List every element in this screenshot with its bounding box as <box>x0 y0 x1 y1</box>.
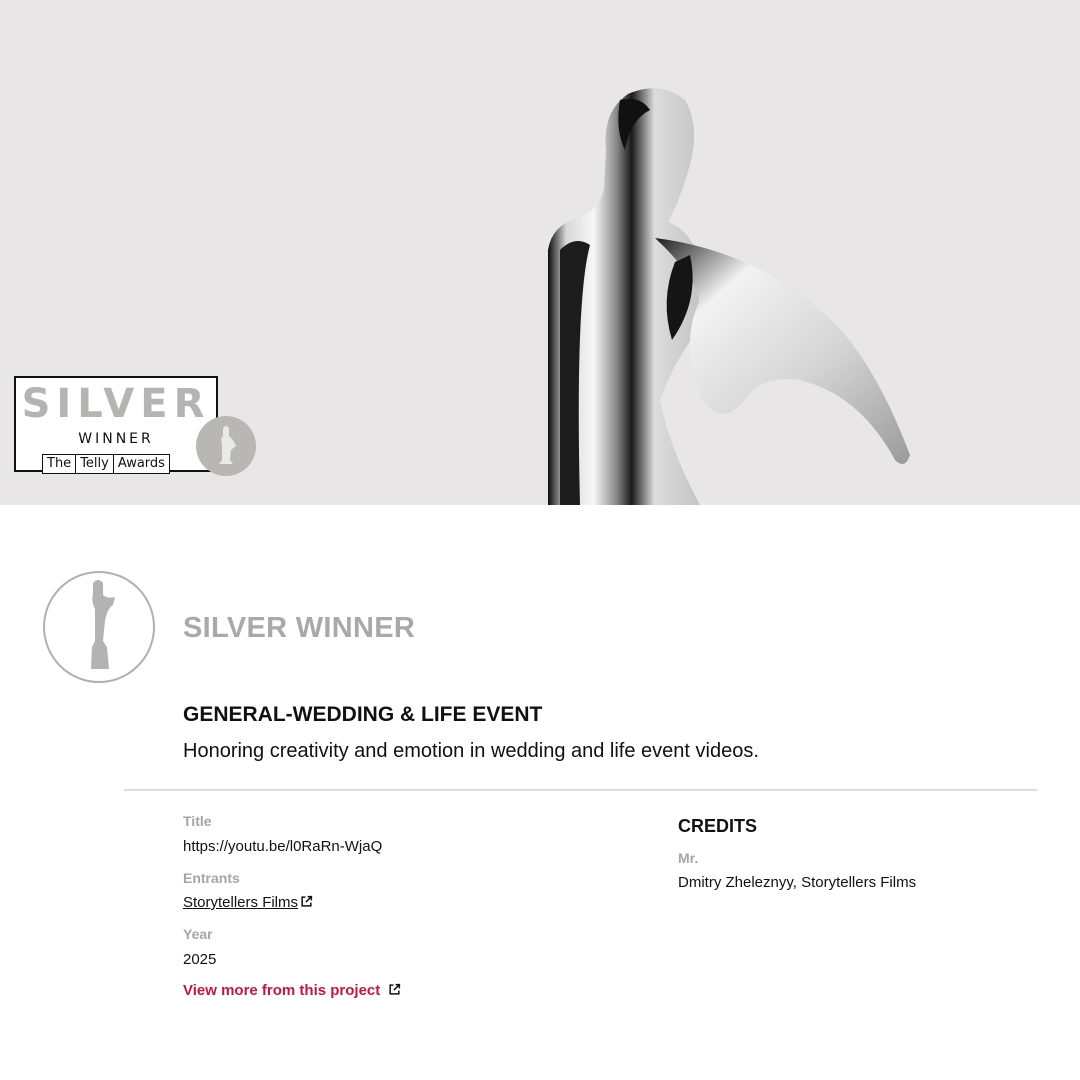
year-label: Year <box>183 926 213 942</box>
title-value: https://youtu.be/l0RaRn-WjaQ <box>183 838 383 855</box>
view-more-link[interactable] <box>183 982 401 999</box>
badge-org-word: The <box>43 455 76 473</box>
external-link-icon <box>388 983 401 996</box>
entrants-link-wrapper[interactable] <box>183 894 313 911</box>
entrants-link[interactable]: Storytellers Films <box>183 894 299 911</box>
award-tier-heading: SILVER WINNER <box>183 612 416 644</box>
title-label: Title <box>183 813 212 829</box>
badge-org-word: Telly <box>76 455 114 473</box>
credit-role: Mr. <box>678 850 699 866</box>
external-link-icon <box>300 895 313 908</box>
entrants-label: Entrants <box>183 870 240 886</box>
section-divider <box>124 789 1037 791</box>
silver-winner-badge <box>14 376 218 472</box>
view-more-label: View more from this project <box>183 982 381 999</box>
credit-name: Dmitry Zheleznyy, Storytellers Films <box>678 874 917 891</box>
badge-org-word: Awards <box>117 456 165 471</box>
hero-banner <box>0 0 1080 505</box>
badge-status-text: WINNER <box>78 431 154 447</box>
telly-statuette-icon <box>43 571 155 683</box>
badge-tier-text: SILVER <box>21 381 211 427</box>
credits-heading: CREDITS <box>678 816 758 836</box>
badge-medal-icon <box>196 416 256 476</box>
award-description: Honoring creativity and emotion in wedding and life event videos. <box>183 740 759 762</box>
year-value: 2025 <box>183 951 217 968</box>
award-category: GENERAL-WEDDING & LIFE EVENT <box>183 703 543 726</box>
badge-org-name <box>42 454 170 474</box>
